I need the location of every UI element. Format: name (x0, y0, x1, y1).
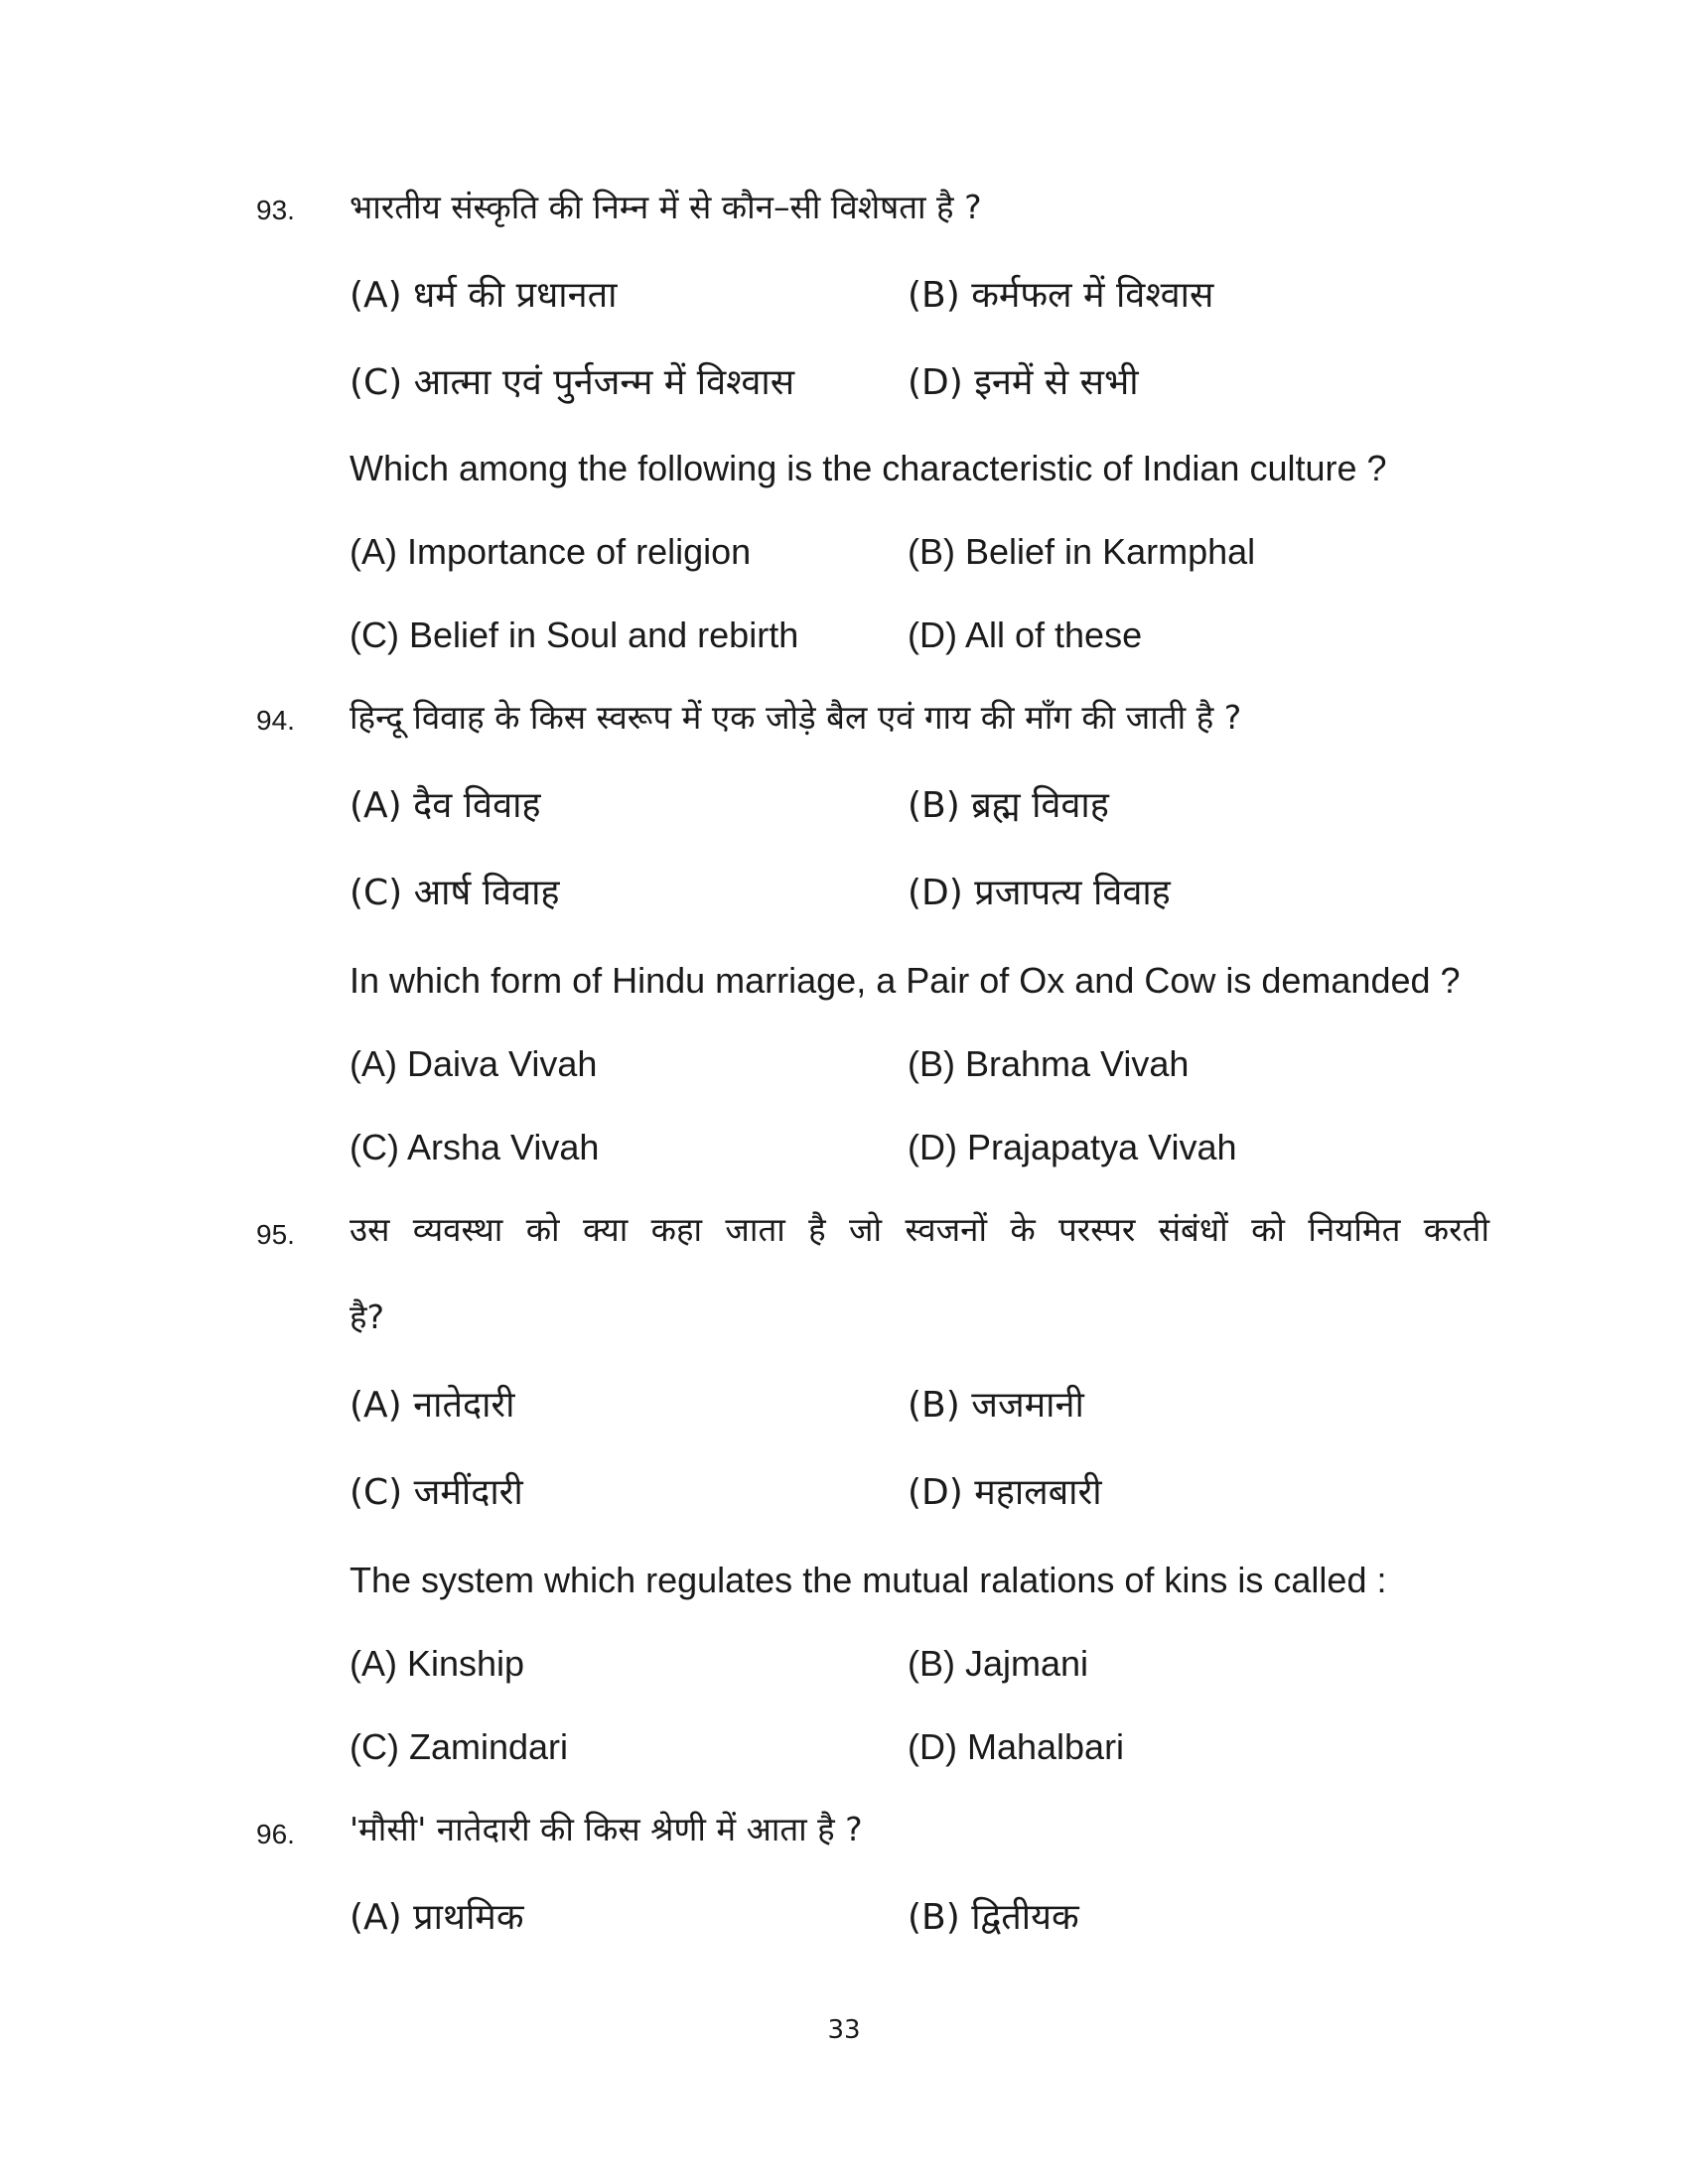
question-96-hindi-option-a: (A) प्राथमिक (350, 1897, 524, 1938)
question-95-hindi-text: उस व्यवस्था को क्या कहा जाता है जो स्वजनों के परस्पर संबंधों को नियमित करती (350, 1210, 1489, 1249)
question-95-english-text: The system which regulates the mutual ralations of kins is called : (350, 1560, 1387, 1600)
question-95-hindi-option-a: (A) नातेदारी (350, 1385, 515, 1426)
question-96-hindi-option-b: (B) द्वितीयक (908, 1897, 1079, 1938)
question-93-hindi-option-d: (D) इनमें से सभी (908, 362, 1139, 403)
question-93-hindi-option-c: (C) आत्मा एवं पुर्नजन्म में विश्वास (350, 362, 795, 403)
question-95-english-option-d: (D) Mahalbari (908, 1726, 1125, 1767)
question-93-hindi-option-b: (B) कर्मफल में विश्वास (908, 275, 1214, 316)
question-94-number: 94. (256, 705, 295, 736)
question-94-hindi-option-b: (B) ब्रह्म विवाह (908, 785, 1109, 826)
question-94-english-text: In which form of Hindu marriage, a Pair of Ox and Cow is demanded ? (350, 960, 1461, 1001)
question-94-english-option-c: (C) Arsha Vivah (350, 1127, 600, 1167)
question-95-english-option-c: (C) Zamindari (350, 1726, 569, 1767)
question-94-hindi-option-c: (C) आर्ष विवाह (350, 873, 560, 913)
question-96-hindi-text: 'मौसी' नातेदारी की किस श्रेणी में आता है ? (350, 1810, 863, 1848)
question-95-hindi-option-d: (D) महालबारी (908, 1472, 1102, 1513)
question-93-english-option-d: (D) All of these (908, 614, 1143, 655)
page-number: 33 (827, 2015, 861, 2045)
question-93-number: 93. (256, 195, 295, 225)
question-94-english-option-b: (B) Brahma Vivah (908, 1043, 1190, 1084)
question-93-hindi-option-a: (A) धर्म की प्रधानता (350, 275, 618, 316)
question-94-english-option-d: (D) Prajapatya Vivah (908, 1127, 1237, 1167)
question-93-english-option-c: (C) Belief in Soul and rebirth (350, 614, 799, 655)
question-95-hindi-option-b: (B) जजमानी (908, 1385, 1084, 1426)
question-94-hindi-option-d: (D) प्रजापत्य विवाह (908, 873, 1171, 913)
question-93-english-text: Which among the following is the characteristic of Indian culture ? (350, 448, 1387, 488)
question-95-number: 95. (256, 1219, 295, 1250)
question-94-english-option-a: (A) Daiva Vivah (350, 1043, 598, 1084)
question-93-hindi-text: भारतीय संस्कृति की निम्न में से कौन–सी विशेषता है ? (350, 188, 982, 226)
question-95-hindi-text-continued: है? (350, 1297, 385, 1336)
question-93-english-option-a: (A) Importance of religion (350, 531, 752, 572)
question-95-english-option-a: (A) Kinship (350, 1643, 525, 1684)
question-95-english-option-b: (B) Jajmani (908, 1643, 1089, 1684)
question-94-hindi-option-a: (A) दैव विवाह (350, 785, 541, 826)
question-96-number: 96. (256, 1819, 295, 1849)
question-95-hindi-option-c: (C) जमींदारी (350, 1472, 523, 1513)
question-94-hindi-text: हिन्दू विवाह के किस स्वरूप में एक जोड़े बैल एवं गाय की माँग की जाती है ? (350, 698, 1242, 737)
question-93-english-option-b: (B) Belief in Karmphal (908, 531, 1256, 572)
